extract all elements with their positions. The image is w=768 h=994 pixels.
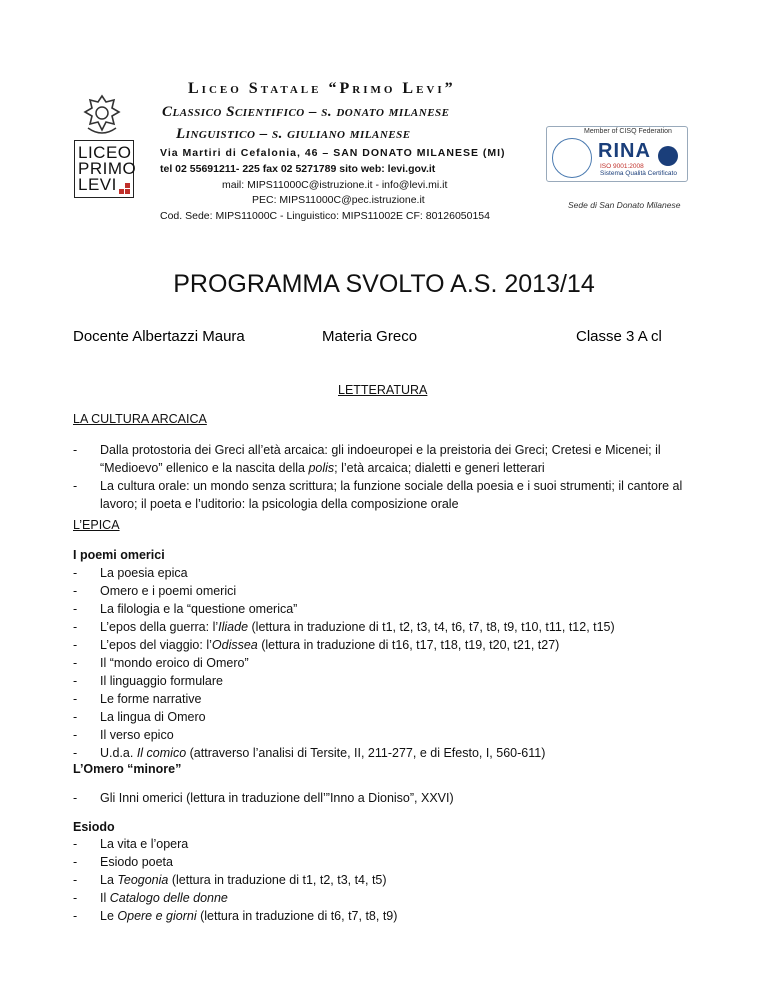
- certification-mark-icon: [658, 146, 678, 166]
- list-item: - La Teogonia (lettura in traduzione di t1, t2, t3, t4, t5): [73, 871, 713, 889]
- teacher-label: Docente Albertazzi Maura: [73, 328, 245, 345]
- cultura-list: [73, 441, 703, 513]
- esiodo-list: [73, 835, 713, 925]
- epica-heading: L’EPICA: [73, 518, 120, 532]
- list-item: - L’epos del viaggio: l’Odissea (lettura in traduzione di t16, t17, t18, t19, t20, t21, t27): [73, 636, 733, 654]
- cultura-heading: LA CULTURA ARCAICA: [73, 412, 207, 426]
- page-title: PROGRAMMA SVOLTO A.S. 2013/14: [173, 270, 595, 298]
- list-item: - L’epos della guerra: l’Iliade (lettura in traduzione di t1, t2, t3, t4, t6, t7, t8, t9, t10, t11, t12, t15): [73, 618, 733, 636]
- minore-heading: L’Omero “minore”: [73, 762, 182, 776]
- poemi-list: [73, 564, 733, 762]
- sede-caption: Sede di San Donato Milanese: [568, 200, 681, 210]
- cisq-seal-icon: [552, 138, 592, 178]
- list-item: - Le Opere e giorni (lettura in traduzione di t6, t7, t8, t9): [73, 907, 713, 925]
- school-logo: [74, 140, 137, 198]
- logo-squares-icon: [117, 181, 130, 194]
- list-item: - Il “mondo eroico di Omero”: [73, 654, 733, 672]
- school-address: Via Martiri di Cefalonia, 46 – SAN DONATO MILANESE (MI): [160, 147, 506, 159]
- list-item: - U.d.a. Il comico (attraverso l’analisi di Tersite, II, 211-277, e di Efesto, I, 560-611): [73, 744, 733, 762]
- list-item: - La cultura orale: un mondo senza scrittura; la funzione sociale della poesia e i suoi strumenti; il cantore al lavoro; il poeta e l’uditorio: la psicologia della composizione orale: [73, 477, 703, 513]
- emblem-icon: [82, 94, 122, 136]
- list-item: - Gli Inni omerici (lettura in traduzione dell’”Inno a Dioniso”, XXVI): [73, 789, 713, 807]
- list-item: - Le forme narrative: [73, 690, 733, 708]
- list-item: - Dalla protostoria dei Greci all’età arcaica: gli indoeuropei e la preistoria dei Greci; Cretesi e Micenei; il “Medioevo” ellenico e la nascita della polis; l’età arcaica; dialetti e generi letterari: [73, 441, 703, 477]
- school-mail: mail: MIPS11000C@istruzione.it - info@levi.mi.it: [222, 179, 448, 191]
- school-codes: Cod. Sede: MIPS11000C - Linguistico: MIPS11002E CF: 80126050154: [160, 210, 490, 222]
- school-branch-1: Classico Scientifico – s. donato milanese: [162, 104, 450, 120]
- list-item: - La poesia epica: [73, 564, 733, 582]
- list-item: - Il linguaggio formulare: [73, 672, 733, 690]
- list-item: - Omero e i poemi omerici: [73, 582, 733, 600]
- list-item: - La vita e l’opera: [73, 835, 713, 853]
- list-item: - Il Catalogo delle donne: [73, 889, 713, 907]
- esiodo-heading: Esiodo: [73, 820, 115, 834]
- logo-line-3: LEVI: [78, 175, 117, 194]
- logo-line-1: LICEO: [78, 143, 132, 162]
- class-label: Classe 3 A cl: [576, 328, 662, 345]
- poemi-heading: I poemi omerici: [73, 548, 165, 562]
- subject-label: Materia Greco: [322, 328, 418, 345]
- school-branch-2: Linguistico – s. giuliano milanese: [176, 126, 411, 142]
- logo-line-2: PRIMO: [78, 159, 137, 178]
- list-item: - La filologia e la “questione omerica”: [73, 600, 733, 618]
- list-item: - Il verso epico: [73, 726, 733, 744]
- rina-subtitle: Sistema Qualità Certificato: [600, 170, 677, 177]
- rina-wordmark: RINA: [598, 140, 651, 162]
- school-name: Liceo Statale “Primo Levi”: [188, 80, 456, 97]
- list-item: - Esiodo poeta: [73, 853, 713, 871]
- school-contacts: tel 02 55691211- 225 fax 02 5271789 sito web: levi.gov.it: [160, 163, 436, 175]
- school-pec: PEC: MIPS11000C@pec.istruzione.it: [252, 194, 425, 206]
- section-heading: LETTERATURA: [338, 383, 428, 397]
- rina-member-text: Member of CISQ Federation: [584, 128, 672, 135]
- rina-iso: ISO 9001:2008: [600, 163, 644, 170]
- minore-list: [73, 789, 713, 807]
- list-item: - La lingua di Omero: [73, 708, 733, 726]
